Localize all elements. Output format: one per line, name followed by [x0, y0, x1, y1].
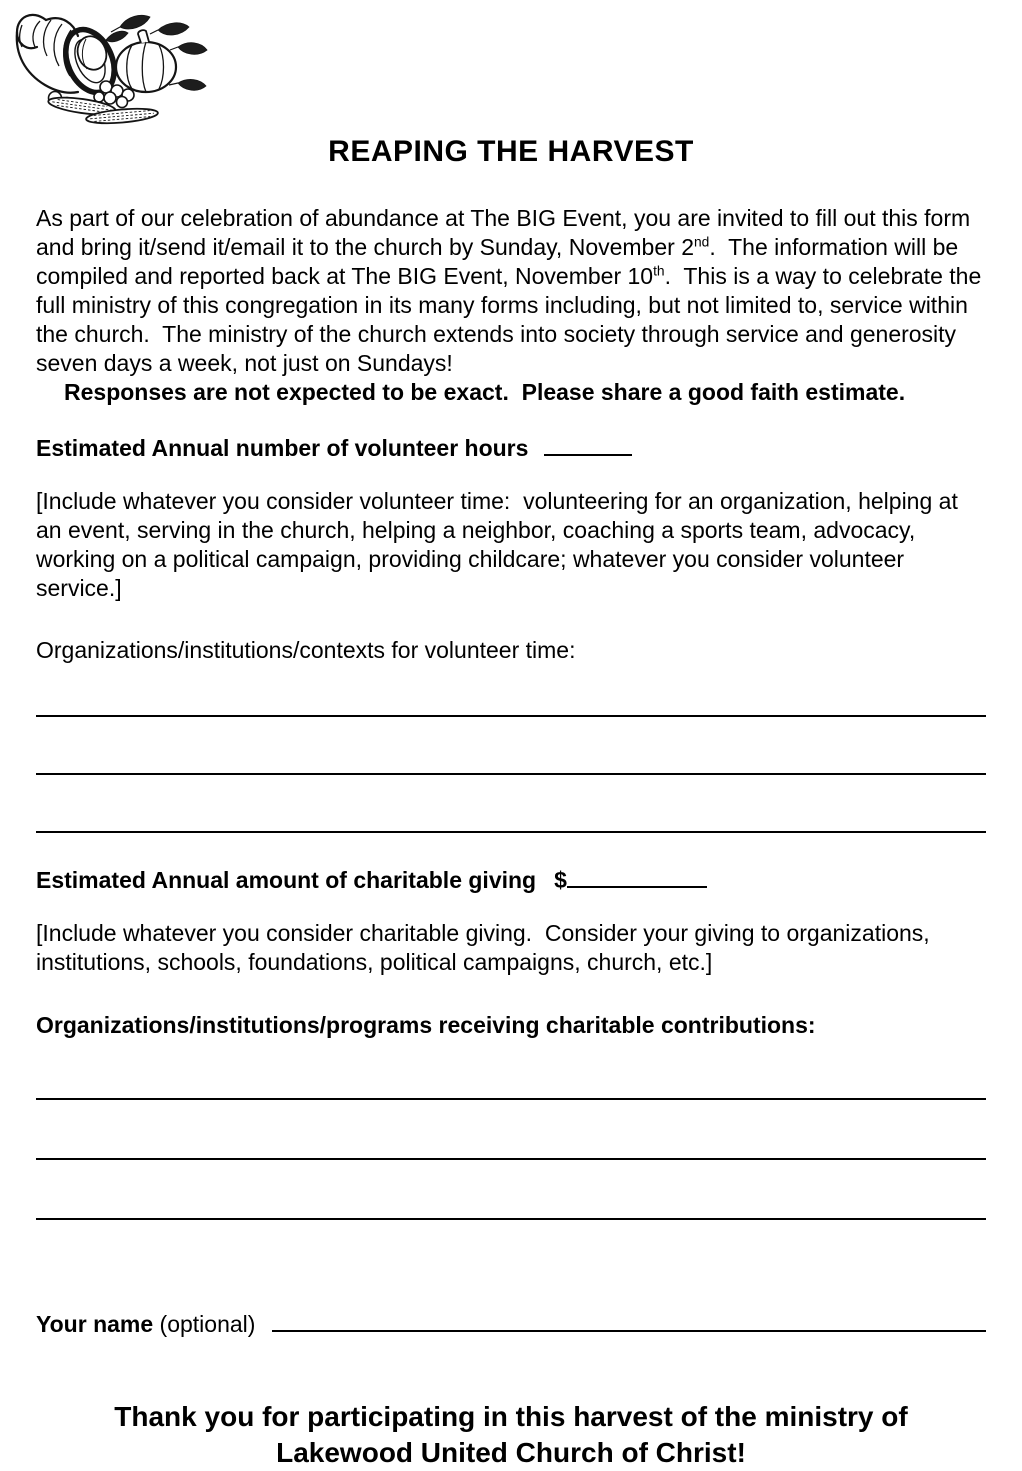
volunteer-note: [Include whatever you consider volunteer time: volunteering for an organization, helping at an event, serving in the church, helping a neighbor, coaching a sports team, advocacy, working on a political campaign, providing childcare; whatever you consider volunteer service.]	[36, 488, 965, 601]
header-illustration-area	[10, 5, 986, 127]
intro-text-3: . This is a way to celebrate the full ministry of this congregation in its many forms including, but not limited to, service within the church. The ministry of the church extends into society through service and generosity seven days a week, not just on Sundays!	[36, 263, 988, 376]
write-line[interactable]	[36, 1040, 986, 1100]
write-line[interactable]	[36, 1100, 986, 1160]
giving-note: [Include whatever you consider charitable giving. Consider your giving to organizations, institutions, schools, foundations, political campaigns, church, etc.]	[36, 920, 937, 975]
giving-orgs-lines	[36, 1040, 986, 1220]
write-line[interactable]	[36, 717, 986, 775]
write-line[interactable]	[36, 659, 986, 717]
intro-paragraph	[36, 204, 986, 378]
volunteer-orgs-lines	[36, 659, 986, 833]
volunteer-hours-blank[interactable]	[544, 434, 632, 456]
giving-amount-blank[interactable]	[567, 866, 707, 888]
name-optional-label: (optional)	[153, 1311, 262, 1337]
write-line[interactable]	[36, 1160, 986, 1220]
giving-orgs-label: Organizations/institutions/programs receiving charitable contributions:	[36, 1012, 816, 1038]
name-blank[interactable]	[272, 1308, 986, 1332]
volunteer-orgs-label: Organizations/institutions/contexts for volunteer time:	[36, 637, 576, 663]
giving-heading-text: Estimated Annual amount of charitable giving	[36, 867, 537, 893]
intro-text-2: . The information will be compiled and reported back at The BIG Event, November 10	[36, 234, 965, 289]
ordinal-superscript-nd: nd	[693, 234, 710, 250]
cornucopia-icon	[10, 5, 215, 127]
volunteer-hours-heading-text: Estimated Annual number of volunteer hours	[36, 435, 529, 461]
intro-text-1: As part of our celebration of abundance at The BIG Event, you are invited to fill out this form and bring it/send it/email it to the church by Sunday, November 2	[36, 205, 977, 260]
write-line[interactable]	[36, 775, 986, 833]
emphasis-line: Responses are not expected to be exact. Please share a good faith estimate.	[64, 379, 906, 405]
volunteer-hours-heading	[36, 434, 986, 463]
footer-line-1: Thank you for participating in this harvest of the ministry of	[114, 1401, 908, 1432]
form-page	[0, 5, 1022, 1471]
name-row	[36, 1308, 986, 1339]
footer-line-2: Lakewood United Church of Christ!	[276, 1437, 746, 1468]
name-label: Your name	[36, 1311, 154, 1337]
page-title: REAPING THE HARVEST	[328, 135, 694, 168]
dollar-sign: $	[554, 867, 567, 893]
ordinal-superscript-th: th	[653, 263, 665, 279]
footer-thanks	[36, 1399, 986, 1471]
giving-heading	[36, 866, 986, 895]
